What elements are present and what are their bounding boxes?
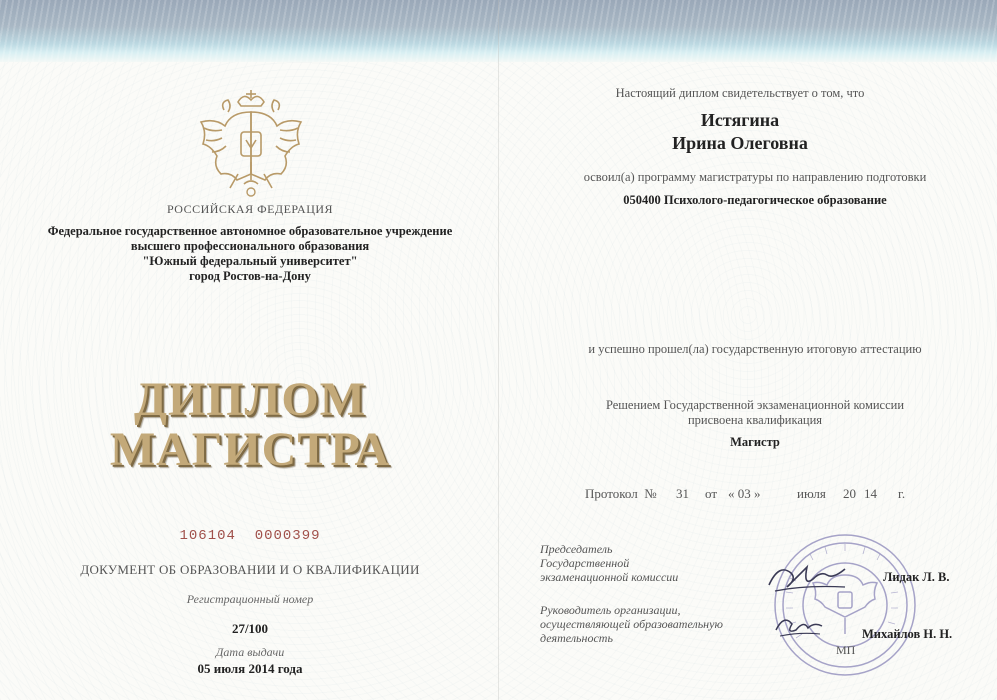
certification-intro: Настоящий диплом свидетельствует о том, что xyxy=(615,86,865,100)
head-title-line: осуществляющей образовательную xyxy=(540,617,723,631)
commission-decision-line1: Решением Государственной экзаменационной комиссии xyxy=(605,398,905,412)
registration-number: 27/100 xyxy=(231,621,269,636)
chair-name: Лидак Л. В. xyxy=(883,570,950,584)
diploma-title-line1: ДИПЛОМ xyxy=(133,373,367,426)
chair-title-line: экзаменационной комиссии xyxy=(540,570,679,584)
chair-title-line: Председатель xyxy=(540,542,613,556)
protocol-day: « 03 » xyxy=(728,486,761,501)
diploma-title-line2: МАГИСТРА xyxy=(109,423,391,476)
head-signature xyxy=(770,608,830,643)
institution-line: город Ростов-на-Дону xyxy=(189,269,311,283)
attestation-text: и успешно прошел(ла) государственную итоговую аттестацию xyxy=(588,342,922,356)
protocol-number: 31 xyxy=(676,486,689,501)
graduate-surname: Истягина xyxy=(700,110,780,130)
head-title-line: деятельность xyxy=(540,631,613,645)
qualification: Магистр xyxy=(730,435,780,449)
protocol-month: июля xyxy=(797,486,826,501)
institution-line: высшего профессионального образования xyxy=(130,239,370,253)
commission-decision-line2: присвоена квалификация xyxy=(687,413,823,427)
document-type: ДОКУМЕНТ ОБ ОБРАЗОВАНИИ И О КВАЛИФИКАЦИИ xyxy=(80,562,420,577)
protocol-year-century: 20 xyxy=(843,486,856,501)
institution-line: "Южный федеральный университет" xyxy=(142,254,358,268)
graduate-given-names: Ирина Олеговна xyxy=(672,133,808,153)
diploma-number: 106104 0000399 xyxy=(179,528,321,544)
head-name: Михайлов Н. Н. xyxy=(862,627,953,641)
protocol-year-suffix: 14 xyxy=(864,486,877,501)
country-name: РОССИЙСКАЯ ФЕДЕРАЦИЯ xyxy=(166,202,334,216)
issue-date: 05 июля 2014 года xyxy=(197,661,303,676)
protocol-label: Протокол № xyxy=(585,486,657,501)
mastered-program-text: освоил(а) программу магистратуры по направлению подготовки xyxy=(583,170,927,184)
chair-title xyxy=(540,542,740,584)
registration-label: Регистрационный номер xyxy=(186,592,314,606)
protocol-year-abbr: г. xyxy=(898,486,906,501)
issue-date-label: Дата выдачи xyxy=(215,645,285,659)
institution-line: Федеральное государственное автономное образовательное учреждение xyxy=(47,224,453,238)
head-title xyxy=(540,603,760,645)
chair-signature xyxy=(765,555,855,600)
head-title-line: Руководитель организации, xyxy=(540,603,681,617)
institution-name xyxy=(20,224,480,284)
center-fold xyxy=(498,0,499,700)
seal-mark: МП xyxy=(836,643,856,657)
protocol-from: от xyxy=(705,486,718,501)
coat-of-arms-emblem xyxy=(194,88,308,200)
chair-title-line: Государственной xyxy=(540,556,630,570)
program-name: 050400 Психолого-педагогическое образование xyxy=(623,193,887,207)
